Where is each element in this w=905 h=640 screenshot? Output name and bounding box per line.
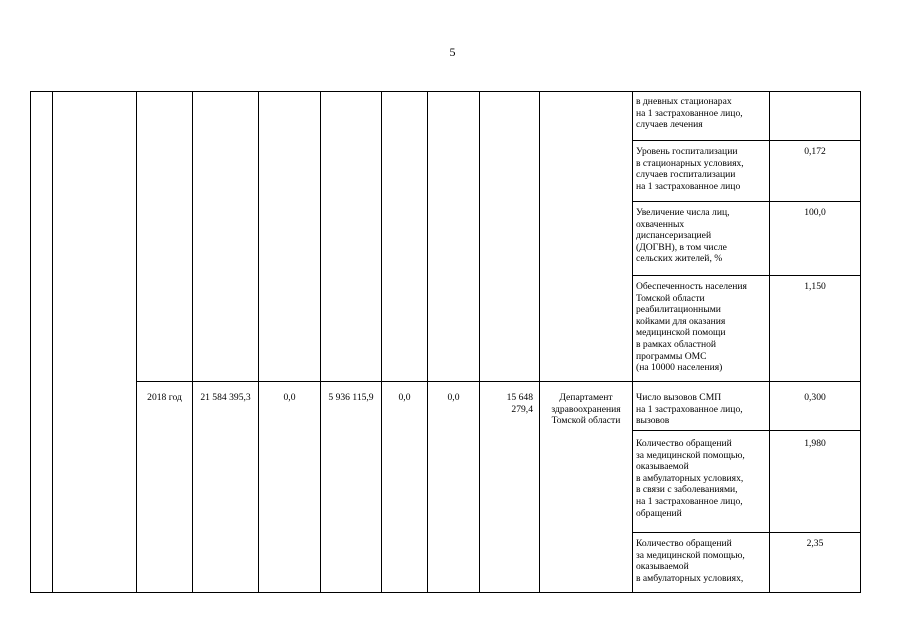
indicator-value: 2,35: [806, 538, 824, 549]
column-divider: [320, 91, 321, 593]
indicator-name: Количество обращений за медицинской помощью, оказываемой в амбулаторных условиях,: [636, 538, 745, 584]
column-divider: [258, 91, 259, 593]
local-budget-cell: 0,0: [398, 392, 411, 403]
indicator-value: 1,150: [804, 281, 826, 292]
other-sources-cell: 0,0: [447, 392, 460, 403]
row-divider: [632, 532, 861, 533]
row-divider-2018: [136, 381, 861, 382]
column-divider: [30, 91, 31, 593]
column-divider: [860, 91, 861, 593]
row-divider: [632, 140, 861, 141]
column-divider: [52, 91, 53, 593]
indicator-value: 1,980: [804, 438, 826, 449]
oms-funding-cell: 15 648 279,4: [506, 392, 533, 415]
column-divider: [381, 91, 382, 593]
indicator-name: Уровень госпитализации в стационарных условиях, случаев госпитализации на 1 застрахованное лицо: [636, 146, 744, 192]
column-divider: [192, 91, 193, 593]
column-divider: [769, 91, 770, 593]
row-divider: [632, 430, 861, 431]
executor-cell: Департамент здравоохранения Томской области: [551, 392, 621, 427]
federal-budget-cell: 0,0: [283, 392, 296, 403]
row-divider: [632, 275, 861, 276]
indicator-value: 100,0: [804, 207, 826, 218]
column-divider: [427, 91, 428, 593]
program-table: [30, 91, 861, 593]
column-divider: [479, 91, 480, 593]
column-divider: [632, 91, 633, 593]
indicator-value: 0,172: [804, 146, 826, 157]
year-cell: 2018 год: [147, 392, 182, 403]
page-number: 5: [449, 45, 456, 59]
total-funding-cell: 21 584 395,3: [200, 392, 251, 403]
indicator-name: в дневных стационарах на 1 застрахованное лицо, случаев лечения: [636, 96, 743, 131]
row-divider: [632, 201, 861, 202]
column-divider: [136, 91, 137, 593]
indicator-name: Количество обращений за медицинской помощью, оказываемой в амбулаторных условиях, в связи с заболеваниями, на 1 застрахованное лицо, обращений: [636, 438, 745, 519]
table-bottom-border: [30, 592, 861, 593]
indicator-name: Обеспеченность населения Томской области реабилитационными койками для оказания медицинской помощи в рамках областной программы ОМС (на 10000 населения): [636, 281, 747, 374]
indicator-value: 0,300: [804, 392, 826, 403]
table-top-border: [30, 91, 861, 92]
indicator-name: Число вызовов СМП на 1 застрахованное лицо, вызовов: [636, 392, 743, 427]
regional-budget-cell: 5 936 115,9: [328, 392, 374, 403]
indicator-name: Увеличение числа лиц, охваченных диспансеризацией (ДОГВН), в том числе сельских жителей, %: [636, 207, 730, 265]
column-divider: [539, 91, 540, 593]
